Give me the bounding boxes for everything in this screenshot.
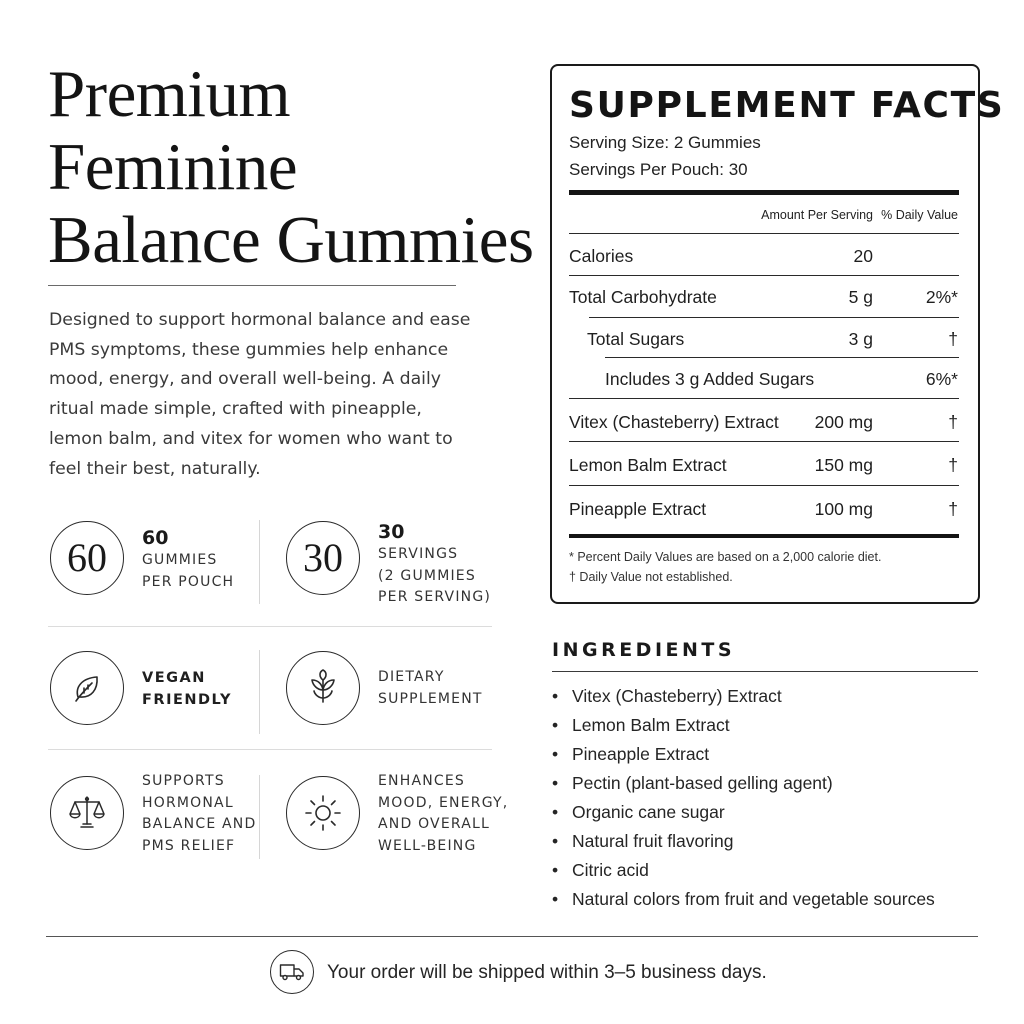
vegan-label-2: FRIENDLY [142,692,233,708]
servings-label-2: (2 GUMMIES [378,567,476,584]
header-amount-per-serving: Amount Per Serving [761,208,873,222]
feature-row-benefits [48,765,509,865]
shipping-notice: Your order will be shipped within 3–5 business days. [327,962,767,983]
nutrient-amount: 150 mg [814,455,873,475]
sprout-icon-badge [286,651,360,725]
nutrient-label: Total Carbohydrate [569,287,717,307]
list-item: • Vitex (Chasteberry) Extract [552,682,935,711]
ingredients-heading: INGREDIENTS [552,639,736,661]
sun-icon [301,791,345,835]
servings-number: 30 [378,521,405,543]
servings-per-pouch: Servings Per Pouch: 30 [569,160,748,179]
delivery-truck-icon-badge [270,950,314,994]
servings-label-1: SERVINGS [378,546,459,562]
ingredients-list [552,682,935,914]
feature-row-quantity [48,510,492,610]
list-item: • Pectin (plant-based gelling agent) [552,769,935,798]
feature-row-divider [48,626,492,627]
leaf-icon [65,666,109,710]
nutrient-amount: 5 g [848,287,873,307]
title-line-1: Premium [48,57,291,131]
facts-footnote-daily-values: * Percent Daily Values are based on a 2,000 calorie diet. [569,550,882,564]
feature-gummies [48,510,258,610]
hormonal-label-2: HORMONAL [142,794,234,811]
facts-thick-rule [569,190,959,195]
nutrient-daily-value: † [948,499,958,519]
list-item: • Citric acid [552,856,935,885]
serving-size: Serving Size: 2 Gummies [569,133,761,152]
delivery-truck-icon [279,962,305,982]
nutrient-daily-value: † [948,455,958,475]
list-item: • Natural colors from fruit and vegetable sources [552,885,935,914]
gummies-count-icon: 60 [67,535,107,580]
mood-label-3: AND OVERALL [378,816,491,832]
feature-row-type [48,640,492,740]
facts-row-rule [569,485,959,486]
dietary-label-2: SUPPLEMENT [378,690,483,707]
nutrient-label: Vitex (Chasteberry) Extract [569,412,779,432]
facts-row-rule [569,398,959,399]
list-item: • Organic cane sugar [552,798,935,827]
gummies-label-2: PER POUCH [142,573,235,590]
nutrient-label: Total Sugars [587,329,685,349]
gummies-label-1: GUMMIES [142,552,218,568]
servings-label-3: PER SERVING) [378,589,492,605]
nutrient-daily-value: 6%* [925,369,958,389]
nutrient-amount: 200 mg [814,412,873,432]
supplement-facts-title: SUPPLEMENT FACTS [569,85,1005,126]
nutrient-amount: 3 g [848,329,873,349]
facts-row-rule [569,233,959,234]
gummies-count-badge [50,521,124,595]
nutrient-amount: 100 mg [814,499,873,519]
sprout-icon [301,666,345,710]
title-line-3: Balance Gummies [48,203,534,277]
servings-count-icon: 30 [303,535,343,580]
facts-row-rule [569,275,959,276]
nutrient-label: Lemon Balm Extract [569,455,727,475]
title-line-2: Feminine [48,130,298,204]
vegan-label-1: VEGAN [142,670,206,686]
feature-row-divider [48,749,492,750]
mood-label-2: MOOD, ENERGY, [378,794,509,811]
nutrient-daily-value: † [948,329,958,349]
gummies-number: 60 [142,527,169,549]
facts-footnote-not-established: † Daily Value not established. [569,570,733,584]
feature-hormonal [48,765,258,865]
header-daily-value: % Daily Value [881,208,958,222]
title-divider [48,285,456,286]
feature-divider [259,520,260,604]
mood-label-1: ENHANCES [378,773,466,789]
supplement-facts-panel [550,64,1005,604]
balance-scale-icon [65,791,109,835]
hormonal-label-3: BALANCE AND [142,816,257,832]
facts-row-rule [569,441,959,442]
list-item: • Pineapple Extract [552,740,935,769]
leaf-icon-badge [50,651,124,725]
feature-dietary [284,640,494,740]
feature-vegan [48,640,258,740]
feature-divider [259,650,260,734]
facts-thick-rule [569,534,959,538]
facts-row-rule [589,317,959,318]
feature-mood [284,765,509,865]
list-item: • Lemon Balm Extract [552,711,935,740]
hormonal-label-4: PMS RELIEF [142,837,236,854]
nutrient-amount: 20 [853,246,873,266]
product-description: Designed to support hormonal balance and ease PMS symptoms, these gummies help enhance mood, energy, and overall well-being. A daily ritual made simple, crafted with pineapple, lemon balm, and vitex for women who want to feel their best, naturally. [49,310,471,479]
footer-divider [46,936,978,937]
list-item: • Natural fruit flavoring [552,827,935,856]
nutrient-label: Calories [569,246,634,266]
ingredients-divider [552,671,978,672]
nutrient-daily-value: 2%* [925,287,958,307]
balance-scale-icon-badge [50,776,124,850]
feature-divider [259,775,260,859]
product-title [48,57,534,277]
sun-icon-badge [286,776,360,850]
nutrient-daily-value: † [948,412,958,432]
nutrient-label: Includes 3 g Added Sugars [605,369,815,389]
facts-row-rule [605,357,959,358]
hormonal-label-1: SUPPORTS [142,773,225,789]
mood-label-4: WELL-BEING [378,837,477,854]
feature-servings [284,510,494,610]
servings-count-badge [286,521,360,595]
nutrient-label: Pineapple Extract [569,499,707,519]
dietary-label-1: DIETARY [378,669,445,685]
